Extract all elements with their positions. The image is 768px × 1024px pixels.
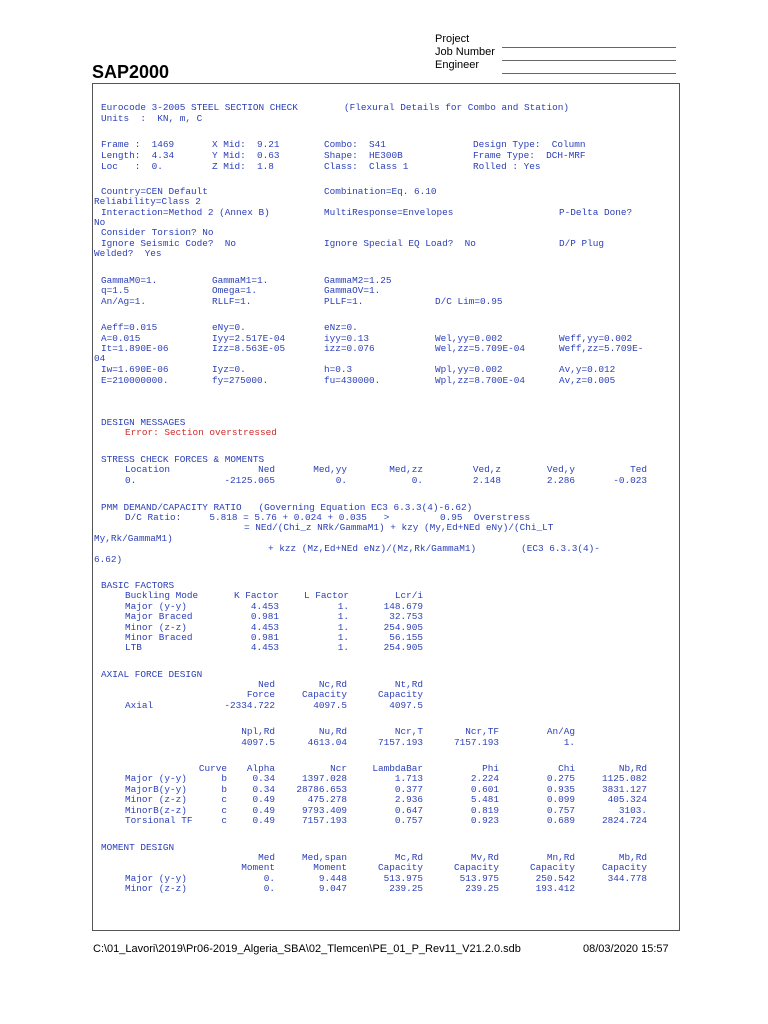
- basic-row-k: 4.453: [250, 642, 279, 653]
- basic-header-l: L Factor: [303, 590, 349, 601]
- axial-ncrtf: 7157.193: [453, 737, 499, 748]
- design-messages-title: DESIGN MESSAGES: [101, 417, 186, 428]
- moment-h2: Moment: [313, 862, 347, 873]
- pdelta-value: No: [94, 217, 106, 228]
- project-label: Project: [435, 33, 470, 45]
- equation-line-1: = NEd/(Chi_z NRk/GammaM1) + kzy (My,Ed+NEd eNy)/(Chi_LT: [244, 522, 554, 533]
- frame-loc: Loc : 0.: [101, 161, 163, 172]
- axial-nurd: 4613.04: [307, 737, 347, 748]
- moment-row-mnrd: 193.412: [535, 883, 575, 894]
- y-mid: Y Mid: 0.63: [212, 150, 280, 161]
- rllf: RLLF=1.: [212, 296, 252, 307]
- eny: eNy=0.: [212, 322, 246, 333]
- basic-header-k: K Factor: [233, 590, 279, 601]
- curve-row-nbrd: 3103.: [618, 805, 647, 816]
- dc-lim: D/C Lim=0.95: [435, 296, 503, 307]
- dp-plug: D/P Plug: [559, 238, 605, 249]
- seismic: Ignore Seismic Code? No: [101, 238, 237, 249]
- curve-header-chi: Chi: [558, 763, 575, 774]
- e-modulus: E=210000000.: [101, 375, 169, 386]
- moment-row-mnrd: 250.542: [535, 873, 575, 884]
- curve-row-chi: 0.935: [546, 784, 575, 795]
- dc-ratio-line: D/C Ratio: 5.818 = 5.76 + 0.024 + 0.035 > 0.95 Overstress: [125, 512, 531, 523]
- forces-vedz: 2.148: [472, 475, 501, 486]
- moment-h1-mcrd: Mc,Rd: [394, 852, 423, 863]
- iyy-radius: iyy=0.13: [324, 333, 370, 344]
- basic-row-mode: Major Braced: [125, 611, 193, 622]
- rolled: Rolled : Yes: [473, 161, 541, 172]
- axial-ncrd: 4097.5: [313, 700, 347, 711]
- curve-row-phi: 0.819: [470, 805, 499, 816]
- report-subtitle: (Flexural Details for Combo and Station): [344, 102, 570, 113]
- design-type: Design Type: Column: [473, 139, 586, 150]
- curve-row-nbrd: 3831.127: [601, 784, 647, 795]
- frame-length: Length: 4.34: [101, 150, 175, 161]
- curve-row-curve: c: [221, 794, 227, 805]
- print-datetime: 08/03/2020 15:57: [583, 943, 669, 955]
- moment-h1-mnrd: Mn,Rd: [546, 852, 575, 863]
- curve-header-curve: Curve: [198, 763, 227, 774]
- curve-row-alpha: 0.49: [252, 815, 275, 826]
- weff-yy: Weff,yy=0.002: [559, 333, 633, 344]
- curve-row-curve: b: [221, 784, 227, 795]
- basic-row-lcr: 32.753: [389, 611, 423, 622]
- curve-row-mode: Major (y-y): [125, 773, 187, 784]
- reliability: Reliability=Class 2: [94, 196, 201, 207]
- job-number-label: Job Number: [435, 46, 495, 58]
- iyy: Iyy=2.517E-04: [212, 333, 286, 344]
- av-y: Av,y=0.012: [559, 364, 616, 375]
- moment-row-mbrd: 344.778: [607, 873, 647, 884]
- shape: Shape: HE300B: [324, 150, 403, 161]
- forces-header-vedz: Ved,z: [472, 464, 501, 475]
- frame-id: Frame : 1469: [101, 139, 175, 150]
- curve-row-ncr: 1397.028: [301, 773, 347, 784]
- curve-row-phi: 2.224: [470, 773, 499, 784]
- engineer-line: [502, 73, 676, 74]
- forces-title: STRESS CHECK FORCES & MOMENTS: [101, 454, 265, 465]
- curve-row-lambdabar: 0.757: [394, 815, 423, 826]
- special-eq: Ignore Special EQ Load? No: [324, 238, 476, 249]
- curve-header-lambdabar: LambdaBar: [372, 763, 423, 774]
- axial-h2-capacity: Capacity: [301, 689, 347, 700]
- curve-row-ncr: 7157.193: [301, 815, 347, 826]
- izz-radius: izz=0.076: [324, 343, 375, 354]
- axial-h2-capacity: Capacity: [377, 689, 423, 700]
- axial-ntrd: 4097.5: [389, 700, 423, 711]
- moment-row-med: 0.: [263, 883, 275, 894]
- curve-row-curve: c: [221, 805, 227, 816]
- basic-row-k: 0.981: [250, 632, 279, 643]
- moment-row-mvrd: 513.975: [459, 873, 499, 884]
- iw: Iw=1.690E-06: [101, 364, 169, 375]
- moment-h2: Moment: [241, 862, 275, 873]
- curve-row-ncr: 28786.653: [296, 784, 347, 795]
- interaction: Interaction=Method 2 (Annex B): [101, 207, 270, 218]
- curve-row-curve: b: [221, 773, 227, 784]
- z-mid: Z Mid: 1.8: [212, 161, 274, 172]
- basic-row-l: 1.: [337, 601, 349, 612]
- axial-nplrd: 4097.5: [241, 737, 275, 748]
- combination: Combination=Eq. 6.10: [324, 186, 437, 197]
- basic-row-l: 1.: [337, 611, 349, 622]
- moment-row-axis: Major (y-y): [125, 873, 187, 884]
- forces-ned: -2125.065: [224, 475, 275, 486]
- moment-title: MOMENT DESIGN: [101, 842, 175, 853]
- axial-h2-force: Force: [246, 689, 275, 700]
- curve-row-chi: 0.275: [546, 773, 575, 784]
- curve-row-mode: MinorB(z-z): [125, 805, 187, 816]
- basic-row-k: 0.981: [250, 611, 279, 622]
- q-factor: q=1.5: [101, 285, 130, 296]
- job-number-line: [502, 60, 676, 61]
- curve-row-alpha: 0.34: [252, 773, 275, 784]
- gamma-m0: GammaM0=1.: [101, 275, 158, 286]
- torsion: Consider Torsion? No: [101, 227, 214, 238]
- basic-row-l: 1.: [337, 622, 349, 633]
- moment-h1-mbrd: Mb,Rd: [618, 852, 647, 863]
- basic-row-k: 4.453: [250, 601, 279, 612]
- curve-row-alpha: 0.34: [252, 784, 275, 795]
- basic-row-mode: Minor Braced: [125, 632, 193, 643]
- curve-header-phi: Phi: [482, 763, 499, 774]
- basic-row-l: 1.: [337, 642, 349, 653]
- moment-row-mcrd: 239.25: [389, 883, 423, 894]
- h: h=0.3: [324, 364, 353, 375]
- forces-header-ned: Ned: [258, 464, 275, 475]
- forces-header-ted: Ted: [630, 464, 647, 475]
- forces-header-medzz: Med,zz: [389, 464, 423, 475]
- curve-row-mode: Minor (z-z): [125, 794, 187, 805]
- forces-vedy: 2.286: [546, 475, 575, 486]
- equation-line-2-wrap: 6.62): [94, 554, 123, 565]
- axial-title: AXIAL FORCE DESIGN: [101, 669, 203, 680]
- axial-h1-ntrd: Nt,Rd: [394, 679, 423, 690]
- axial-h3-nplrd: Npl,Rd: [241, 726, 275, 737]
- moment-row-medspan: 9.047: [318, 883, 347, 894]
- axial-h3-ncrtf: Ncr,TF: [465, 726, 499, 737]
- moment-h2: Capacity: [529, 862, 575, 873]
- pdelta: P-Delta Done?: [559, 207, 633, 218]
- basic-row-mode: LTB: [125, 642, 142, 653]
- curve-row-chi: 0.099: [546, 794, 575, 805]
- axial-row-label: Axial: [125, 700, 154, 711]
- area: A=0.015: [101, 333, 141, 344]
- fy: fy=275000.: [212, 375, 269, 386]
- basic-row-mode: Major (y-y): [125, 601, 187, 612]
- engineer-label: Engineer: [435, 59, 480, 71]
- moment-h1-med: Med: [258, 852, 275, 863]
- report-title: Eurocode 3-2005 STEEL SECTION CHECK: [101, 102, 298, 113]
- axial-anag: 1.: [563, 737, 575, 748]
- section-class: Class: Class 1: [324, 161, 409, 172]
- basic-row-lcr: 254.905: [383, 642, 423, 653]
- moment-row-medspan: 9.448: [318, 873, 347, 884]
- curve-row-phi: 0.601: [470, 784, 499, 795]
- axial-h3-nurd: Nu,Rd: [318, 726, 347, 737]
- project-line: [502, 47, 676, 48]
- omega: Omega=1.: [212, 285, 258, 296]
- basic-row-mode: Minor (z-z): [125, 622, 187, 633]
- basic-row-lcr: 56.155: [389, 632, 423, 643]
- forces-location: 0.: [125, 475, 137, 486]
- moment-h2: Capacity: [601, 862, 647, 873]
- fu: fu=430000.: [324, 375, 381, 386]
- curve-row-alpha: 0.49: [252, 794, 275, 805]
- iyz: Iyz=0.: [212, 364, 246, 375]
- aeff: Aeff=0.015: [101, 322, 158, 333]
- x-mid: X Mid: 9.21: [212, 139, 280, 150]
- gamma-m1: GammaM1=1.: [212, 275, 269, 286]
- curve-row-phi: 5.481: [470, 794, 499, 805]
- basic-row-l: 1.: [337, 632, 349, 643]
- curve-row-chi: 0.757: [546, 805, 575, 816]
- axial-h3-ncrt: Ncr,T: [394, 726, 423, 737]
- gamma-m2: GammaM2=1.25: [324, 275, 392, 286]
- axial-h3-anag: An/Ag: [546, 726, 575, 737]
- units-line: Units : KN, m, C: [101, 113, 203, 124]
- curve-row-lambdabar: 0.647: [394, 805, 423, 816]
- equation-line-2: + kzz (Mz,Ed+NEd eNz)/(Mz,Rk/GammaM1) (EC3 6.3.3(4)-: [268, 543, 600, 554]
- curve-header-ncr: Ncr: [330, 763, 347, 774]
- country: Country=CEN Default: [101, 186, 208, 197]
- moment-h2: Capacity: [377, 862, 423, 873]
- error-message: Error: Section overstressed: [125, 427, 277, 438]
- curve-header-alpha: Alpha: [246, 763, 275, 774]
- weff-zz: Weff,zz=5.709E-: [559, 343, 644, 354]
- moment-h2: Capacity: [453, 862, 499, 873]
- axial-h1-ned: Ned: [258, 679, 275, 690]
- wel-yy: Wel,yy=0.002: [435, 333, 503, 344]
- forces-header-medyy: Med,yy: [313, 464, 347, 475]
- wpl-zz: Wpl,zz=8.700E-04: [435, 375, 526, 386]
- axial-ned: -2334.722: [224, 700, 275, 711]
- av-z: Av,z=0.005: [559, 375, 616, 386]
- multiresponse: MultiResponse=Envelopes: [324, 207, 454, 218]
- moment-h1-mvrd: Mv,Rd: [470, 852, 499, 863]
- app-brand: SAP2000: [92, 62, 170, 82]
- report-frame: [92, 83, 680, 931]
- axial-h1-ncrd: Nc,Rd: [318, 679, 347, 690]
- moment-row-axis: Minor (z-z): [125, 883, 187, 894]
- wpl-yy: Wpl,yy=0.002: [435, 364, 503, 375]
- curve-row-phi: 0.923: [470, 815, 499, 826]
- equation-line-1-wrap: My,Rk/GammaM1): [94, 533, 173, 544]
- curve-row-nbrd: 1125.082: [601, 773, 647, 784]
- weff-zz-wrap: 04: [94, 353, 106, 364]
- gamma-ov: GammaOV=1.: [324, 285, 381, 296]
- curve-row-lambdabar: 1.713: [394, 773, 423, 784]
- forces-medzz: 0.: [411, 475, 423, 486]
- it: It=1.890E-06: [101, 343, 169, 354]
- an-ag: An/Ag=1.: [101, 296, 147, 307]
- curve-header-nbrd: Nb,Rd: [618, 763, 647, 774]
- moment-h1-medspan: Med,span: [301, 852, 347, 863]
- welded: Welded? Yes: [94, 248, 162, 259]
- forces-medyy: 0.: [335, 475, 347, 486]
- basic-factors-title: BASIC FACTORS: [101, 580, 175, 591]
- frame-type: Frame Type: DCH-MRF: [473, 150, 586, 161]
- file-path: C:\01_Lavori\2019\Pr06-2019_Algeria_SBA\02_Tlemcen\PE_01_P_Rev11_V21.2.0.sdb: [93, 943, 521, 955]
- axial-ncrt: 7157.193: [377, 737, 423, 748]
- curve-row-chi: 0.689: [546, 815, 575, 826]
- curve-row-alpha: 0.49: [252, 805, 275, 816]
- basic-header-lcr: Lcr/i: [394, 590, 423, 601]
- pmm-title: PMM DEMAND/CAPACITY RATIO (Governing Equation EC3 6.3.3(4)-6.62): [101, 502, 473, 513]
- basic-row-lcr: 148.679: [383, 601, 423, 612]
- forces-header-location: Location: [125, 464, 171, 475]
- basic-row-k: 4.453: [250, 622, 279, 633]
- pllf: PLLF=1.: [324, 296, 364, 307]
- basic-row-lcr: 254.905: [383, 622, 423, 633]
- enz: eNz=0.: [324, 322, 358, 333]
- curve-row-nbrd: 405.324: [607, 794, 647, 805]
- forces-header-vedy: Ved,y: [546, 464, 575, 475]
- curve-row-lambdabar: 2.936: [394, 794, 423, 805]
- moment-row-mcrd: 513.975: [383, 873, 423, 884]
- forces-ted: -0.023: [613, 475, 647, 486]
- curve-row-ncr: 475.278: [307, 794, 347, 805]
- basic-header-mode: Buckling Mode: [125, 590, 199, 601]
- curve-row-nbrd: 2824.724: [601, 815, 647, 826]
- moment-row-med: 0.: [263, 873, 275, 884]
- curve-row-lambdabar: 0.377: [394, 784, 423, 795]
- curve-row-mode: Torsional TF: [125, 815, 193, 826]
- moment-row-mvrd: 239.25: [465, 883, 499, 894]
- curve-row-curve: c: [221, 815, 227, 826]
- combo: Combo: S41: [324, 139, 386, 150]
- wel-zz: Wel,zz=5.709E-04: [435, 343, 526, 354]
- curve-row-ncr: 9793.409: [301, 805, 347, 816]
- curve-row-mode: MajorB(y-y): [125, 784, 187, 795]
- izz: Izz=8.563E-05: [212, 343, 286, 354]
